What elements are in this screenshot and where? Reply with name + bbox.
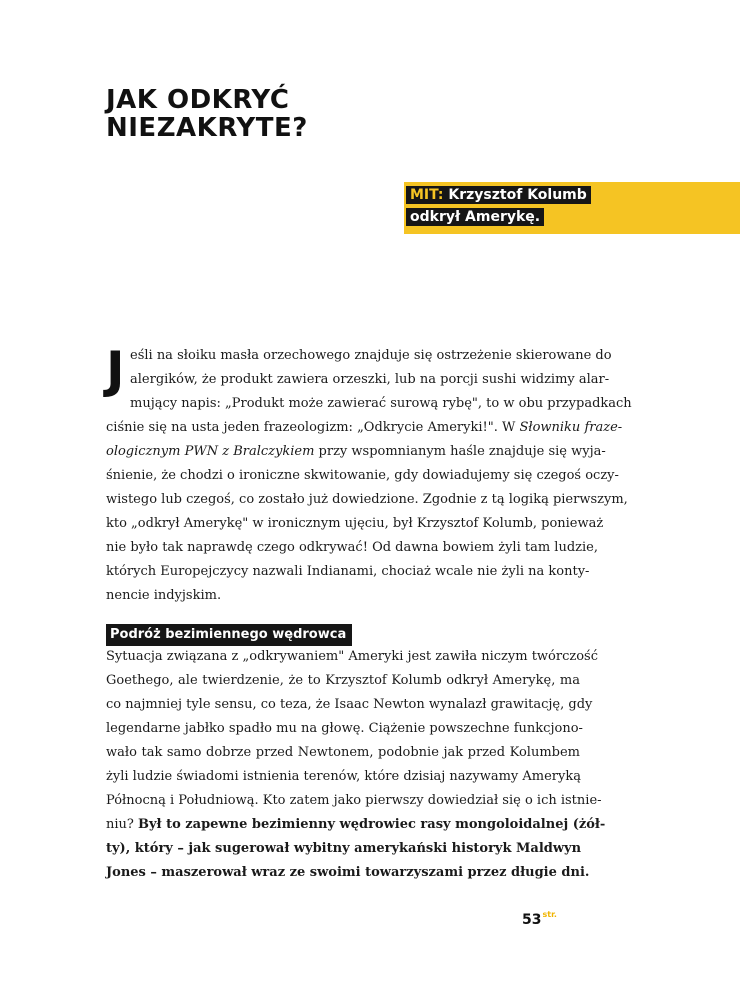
page-number-value: 53 bbox=[522, 912, 542, 928]
myth-callout bbox=[406, 184, 591, 228]
body-paragraph-2 bbox=[106, 645, 606, 885]
paragraph-line: nencie indyjskim. bbox=[106, 588, 222, 603]
paragraph-line: żyli ludzie świadomi istnienia terenów, które dzisiaj nazywamy Ameryką bbox=[106, 769, 581, 784]
book-title-part-2: ologicznym PWN z Bralczykiem bbox=[106, 444, 315, 459]
paragraph-line: co najmniej tyle sensu, co teza, że Isaac Newton wynalazł grawitację, gdy bbox=[106, 697, 593, 712]
paragraph-line bbox=[106, 416, 623, 440]
page-number-suffix: str. bbox=[542, 910, 557, 919]
body-paragraph-1 bbox=[106, 341, 632, 608]
paragraph-line-text: niu? bbox=[106, 817, 139, 832]
paragraph-line: legendarne jabłko spadło mu na głowę. Ciążenie powszechne funkcjono- bbox=[106, 721, 583, 736]
page-title bbox=[106, 86, 308, 142]
paragraph-line bbox=[106, 837, 580, 861]
bold-emphasis: ty), który – jak sugerował wybitny amerykański historyk Maldwyn bbox=[106, 841, 582, 856]
paragraph-line: kto „odkrył Amerykę" w ironicznym ujęciu, był Krzysztof Kolumb, ponieważ bbox=[106, 516, 604, 531]
title-line-2: NIEZAKRYTE? bbox=[106, 113, 308, 143]
myth-line-1-text: Krzysztof Kolumb bbox=[443, 187, 587, 203]
page-number bbox=[522, 912, 557, 928]
paragraph-line: których Europejczycy nazwali Indianami, chociaż wcale nie żyli na konty- bbox=[106, 564, 590, 579]
paragraph-line-text: ciśnie się na usta jeden frazeologizm: „Odkrycie Ameryki!". W bbox=[106, 420, 520, 435]
book-title-part-1: Słowniku fraze- bbox=[519, 420, 623, 435]
bold-emphasis: Jones – maszerował wraz ze swoimi towarzyszami przez długie dni. bbox=[106, 865, 590, 880]
title-line-1: JAK ODKRYĆ bbox=[106, 85, 290, 115]
paragraph-line: mujący napis: „Produkt może zawierać surową rybę", to w obu przypadkach bbox=[130, 396, 632, 411]
paragraph-line: alergików, że produkt zawiera orzeszki, lub na porcji sushi widzimy alar- bbox=[130, 372, 610, 387]
paragraph-line: śnienie, że chodzi o ironiczne skwitowanie, gdy dowiadujemy się czegoś oczy- bbox=[106, 468, 619, 483]
myth-callout-line-1 bbox=[406, 186, 591, 204]
paragraph-line: Sytuacja związana z „odkrywaniem" Ameryki jest zawiła niczym twórczość bbox=[106, 649, 599, 664]
paragraph-line: eśli na słoiku masła orzechowego znajduje się ostrzeżenie skierowane do bbox=[130, 348, 612, 363]
drop-cap: J bbox=[106, 341, 125, 399]
paragraph-line-text: przy wspomnianym haśle znajduje się wyja- bbox=[314, 444, 606, 459]
section-heading: Podróż bezimiennego wędrowca bbox=[106, 624, 352, 646]
paragraph-line: nie było tak naprawdę czego odkrywać! Od dawna bowiem żyli tam ludzie, bbox=[106, 540, 598, 555]
paragraph-line: Goethego, ale twierdzenie, że to Krzysztof Kolumb odkrył Amerykę, ma bbox=[106, 673, 580, 688]
paragraph-line: wistego lub czegoś, co zostało już dowiedzione. Zgodnie z tą logiką pierwszym, bbox=[106, 492, 628, 507]
myth-prefix: MIT: bbox=[410, 187, 444, 203]
paragraph-line: wało tak samo dobrze przed Newtonem, podobnie jak przed Kolumbem bbox=[106, 745, 580, 760]
paragraph-line bbox=[106, 861, 590, 885]
paragraph-line: Północną i Południową. Kto zatem jako pierwszy dowiedział się o ich istnie- bbox=[106, 793, 602, 808]
bold-emphasis: Był to zapewne bezimienny wędrowiec rasy mongoloidalnej (żół- bbox=[138, 817, 606, 832]
paragraph-line bbox=[106, 440, 606, 464]
myth-callout-line-2: odkrył Amerykę. bbox=[406, 208, 544, 226]
paragraph-line bbox=[106, 813, 606, 837]
